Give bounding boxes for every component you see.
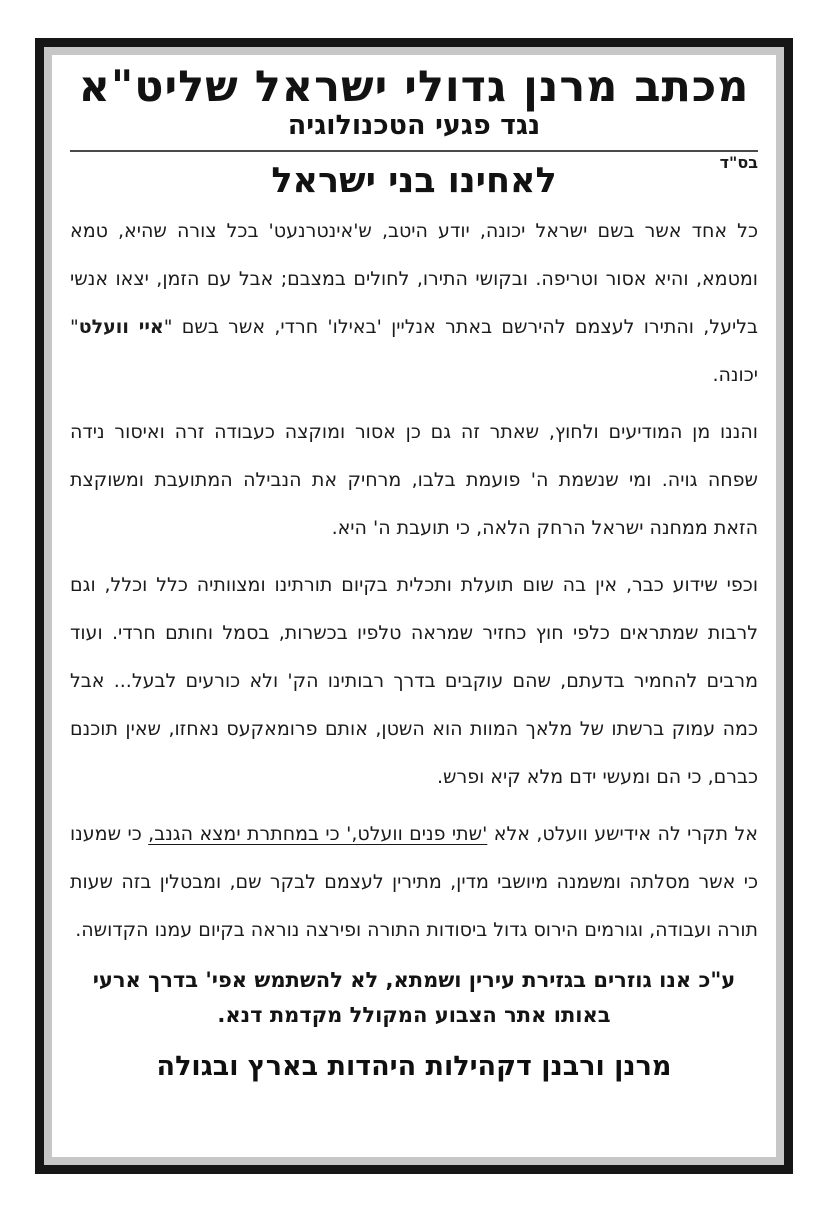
- salutation-heading: לאחינו בני ישראל: [271, 160, 557, 202]
- letter-frame: [35, 38, 793, 1174]
- bold-text-segment: איי וועלט: [78, 315, 164, 338]
- para-4: [70, 810, 758, 954]
- decree-line-2: באותו אתר הצבוע המקולל מקדמת דנא.: [217, 1002, 611, 1027]
- signature-line: מרנן ורבנן דקהילות היהדות בארץ ובגולה: [156, 1050, 672, 1082]
- letter-sheet: [52, 55, 776, 1157]
- underlined-text-segment: 'שתי פנים וועלט,' כי במחתרת ימצא הגנב,: [148, 822, 488, 845]
- text-segment: " יכונה.: [70, 315, 758, 386]
- bsd-mark: בס"ד: [719, 152, 758, 172]
- letter-title: מכתב מרנן גדולי ישראל שליט"א: [78, 62, 750, 112]
- letter-body: [70, 207, 758, 954]
- letter-frame-inner: [44, 47, 784, 1165]
- text-segment: והננו מן המודיעים ולחוץ, שאתר זה גם כן אסור ומוקצה כעבודה זרה ואיסור נידה שפחה גויה. ומי שנשמת ה' פועמת בלבו, מרחיק את הנבילה המתועבת ומשוקצת הזאת ממחנה ישראל הרחק הלאה, כי תועבת ה' היא.: [70, 420, 758, 539]
- para-1: [70, 207, 758, 399]
- text-segment: כי שמענו כי אשר מסלתה ומשמנה מיושבי מדין, מתירין לעצמם לבקר שם, ומבטלין בזה שעות תורה ועבודה, וגורמים הירוס גדול ביסודות התורה ופירצה נוראה בקיום עמנו הקדושה.: [70, 822, 758, 941]
- decree-block: [70, 963, 758, 1033]
- para-2: [70, 408, 758, 552]
- text-segment: אל תקרי לה אידישע וועלט, אלא: [487, 822, 759, 845]
- text-segment: כל אחד אשר בשם ישראל יכונה, יודע היטב, ש'אינטרנעט' בכל צורה שהיא, טמא ומטמא, והיא אסור וטריפה. ובקושי התירו, לחולים במצבם; אבל עם הזמן, יצאו אנשי בליעל, והתירו לעצמם להירשם באתר אנליין 'באילו' חרדי, אשר בשם ": [70, 219, 758, 338]
- para-3: [70, 561, 758, 801]
- header-divider: [70, 150, 758, 152]
- decree-line-1: ע"כ אנו גוזרים בגזירת עירין ושמתא, לא להשתמש אפי' בדרך ארעי: [92, 967, 736, 992]
- letter-subtitle: נגד פגעי הטכנולוגיה: [287, 110, 541, 142]
- text-segment: וכפי שידוע כבר, אין בה שום תועלת ותכלית בקיום תורתינו ומצוותיה כלל וכלל, וגם לרבות שמתראים כלפי חוץ כחזיר שמראה טלפיו בכשרות, בסמל וחותם חרדי. ועוד מרבים להחמיר בדעתם, שהם עוקבים בדרך רבותינו הק' ולא כורעים לבעל... אבל כמה עמוק ברשתו של מלאך המוות הוא השטן, אותם פרומאקעס נאחזו, שאין תוכנם כברם, כי הם ומעשי ידם מלא קיא ופרש.: [70, 573, 758, 788]
